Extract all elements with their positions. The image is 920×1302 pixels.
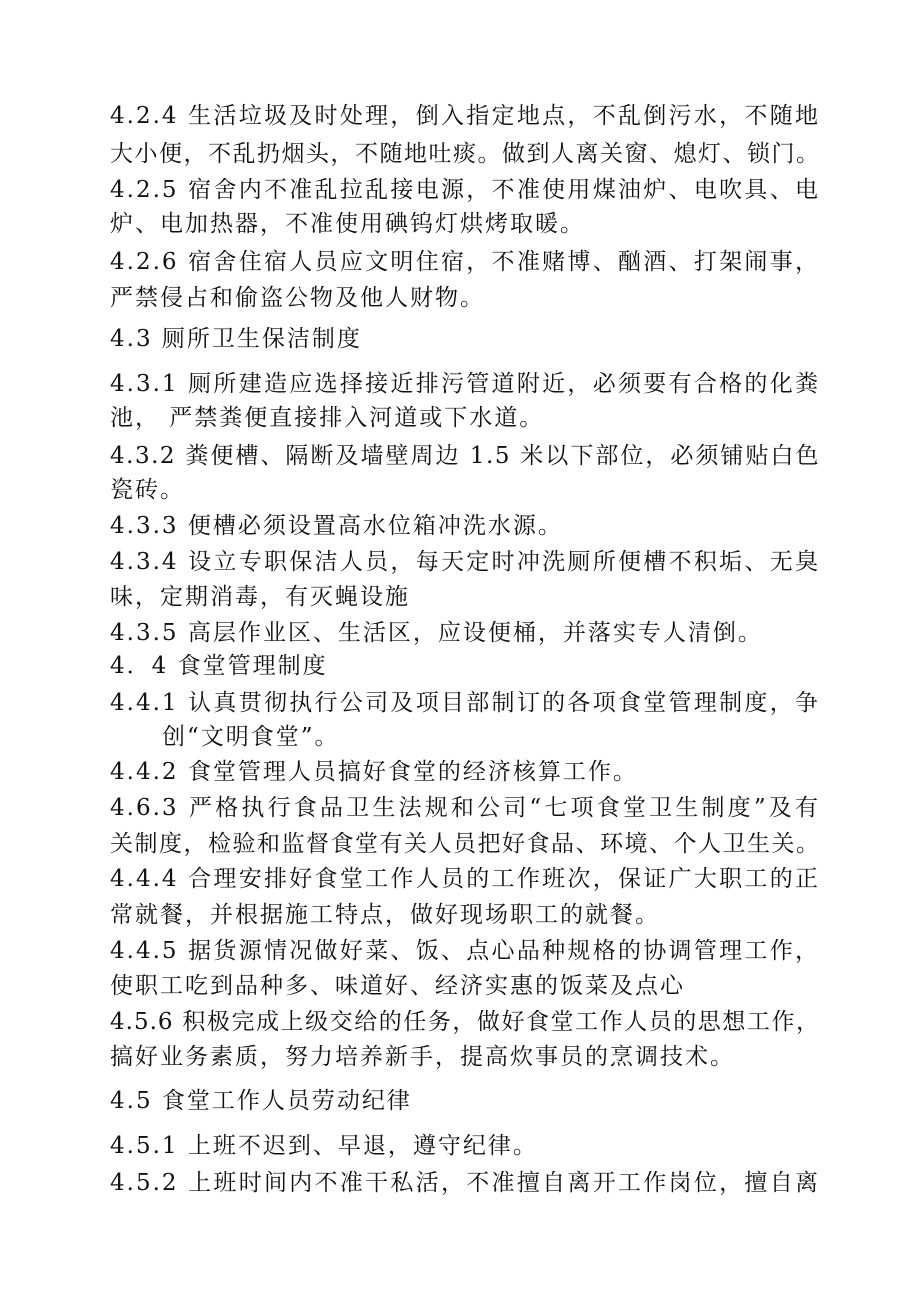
- text-line: 4.3.5 高层作业区、生活区，应设便桶，并落实专人清倒。: [110, 620, 763, 646]
- text-line: 4.5.1 上班不迟到、早退，遵守纪律。: [110, 1133, 538, 1159]
- text-line: 池， 严禁粪便直接排入河道或下水道。: [110, 405, 545, 431]
- text-line: 4.4.1 认真贯彻执行公司及项目部制订的各项食堂管理制度，争: [110, 690, 820, 716]
- section-heading: 4．4 食堂管理制度: [110, 653, 328, 679]
- text-line: 使职工吃到品种多、味道好、经济实惠的饭菜及点心: [110, 973, 685, 999]
- text-line: 4.3.2 粪便槽、隔断及墙壁周边 1.5 米以下部位，必须铺贴白色: [110, 443, 820, 469]
- text-line: 4.6.3 严格执行食品卫生法规和公司“七项食堂卫生制度”及有: [110, 795, 820, 821]
- text-line: 4.5.6 积极完成上级交给的任务，做好食堂工作人员的思想工作，: [110, 1009, 820, 1035]
- text-line: 味，定期消毒，有灭蝇设施: [110, 584, 410, 610]
- text-line: 4.3.3 便槽必须设置高水位箱冲洗水源。: [110, 513, 563, 539]
- section-heading: 4.5 食堂工作人员劳动纪律: [110, 1088, 412, 1114]
- text-line: 4.5.2 上班时间内不准干私活，不准擅自离开工作岗位，擅自离: [110, 1170, 820, 1196]
- section-heading: 4.3 厕所卫生保洁制度: [110, 326, 362, 352]
- text-line: 4.2.6 宿舍住宿人员应文明住宿，不准赌博、酗酒、打架闹事，: [110, 249, 820, 275]
- text-line: 4.4.5 据货源情况做好菜、饭、点心品种规格的协调管理工作，: [110, 938, 820, 964]
- text-line: 瓷砖。: [110, 477, 185, 503]
- text-line: 关制度，检验和监督食堂有关人员把好食品、环境、个人卫生关。: [110, 831, 820, 857]
- text-line: 创“文明食堂”。: [162, 724, 340, 750]
- text-line: 炉、电加热器，不准使用碘钨灯烘烤取暖。: [110, 211, 585, 237]
- text-line: 搞好业务素质，努力培养新手，提高炊事员的烹调技术。: [110, 1044, 735, 1070]
- text-line: 4.3.1 厕所建造应选择接近排污管道附近，必须要有合格的化粪: [110, 371, 820, 397]
- text-line: 4.4.2 食堂管理人员搞好食堂的经济核算工作。: [110, 759, 638, 785]
- text-line: 4.2.5 宿舍内不准乱拉乱接电源，不准使用煤油炉、电吹具、电: [110, 177, 820, 203]
- text-line: 大小便，不乱扔烟头，不随地吐痰。做到人离关窗、熄灯、锁门。: [110, 141, 820, 167]
- text-line: 常就餐，并根据施工特点，做好现场职工的就餐。: [110, 902, 660, 928]
- text-line: 4.4.4 合理安排好食堂工作人员的工作班次，保证广大职工的正: [110, 866, 820, 892]
- text-line: 严禁侵占和偷盗公物及他人财物。: [110, 285, 485, 311]
- text-line: 4.3.4 设立专职保洁人员，每天定时冲洗厕所便槽不积垢、无臭: [110, 549, 820, 575]
- text-line: 4.2.4 生活垃圾及时处理，倒入指定地点，不乱倒污水，不随地: [110, 103, 820, 129]
